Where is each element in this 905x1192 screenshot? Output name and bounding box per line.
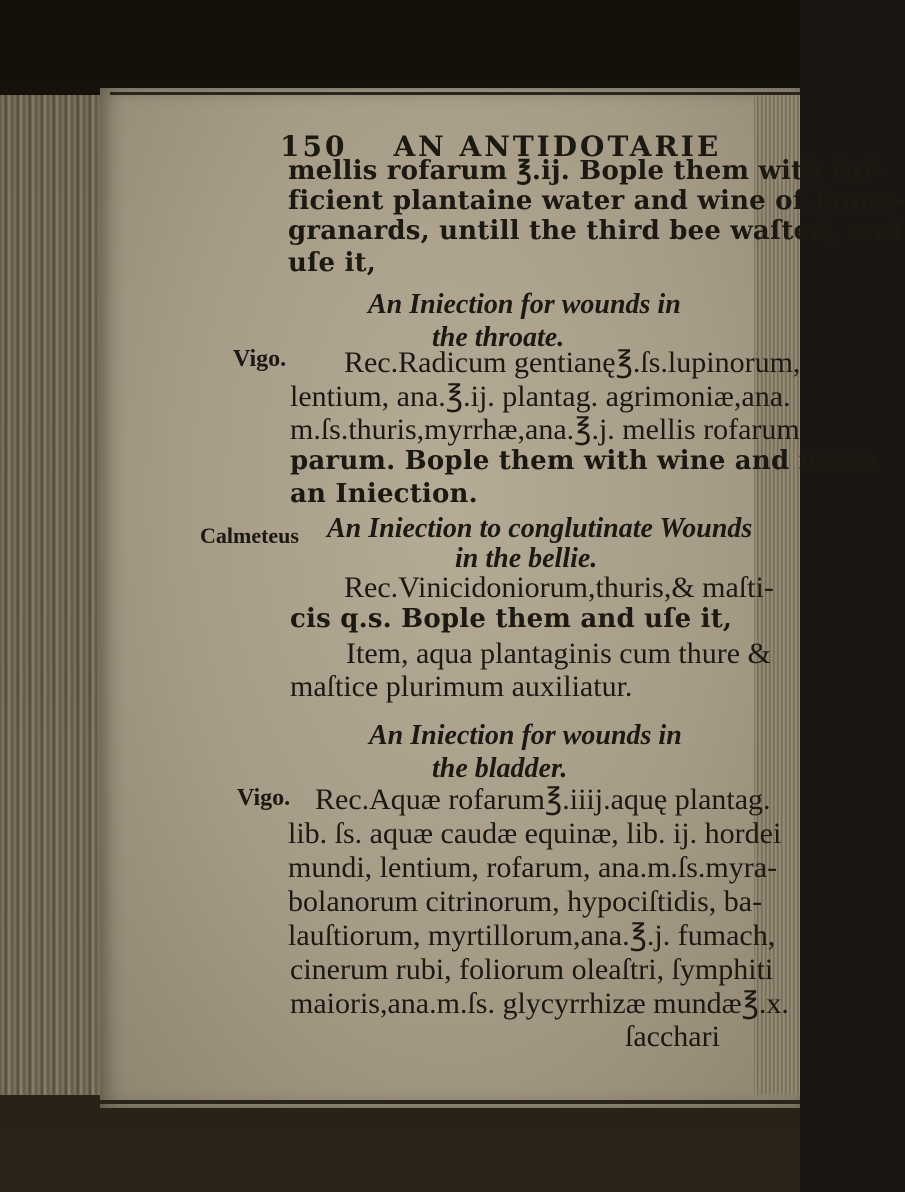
- text-line: bolanorum citrinorum, hypociſtidis, ba-: [288, 885, 763, 918]
- section-heading: in the bellie.: [455, 543, 598, 574]
- text-line: maſtice plurimum auxiliatur.: [290, 670, 633, 703]
- section-heading: the bladder.: [432, 753, 568, 784]
- text-line: lauſtiorum, myrtillorum,ana.℥.j. fumach,: [288, 919, 776, 952]
- text-line: mundi, lentium, rofarum, ana.m.ſs.myra-: [288, 851, 778, 884]
- running-title: AN ANTIDOTARIE: [393, 130, 722, 163]
- text-line: cinerum rubi, foliorum oleaſtri, ſymphiti: [290, 953, 774, 986]
- section-heading: An Iniection for wounds in: [369, 720, 682, 751]
- text-line: lentium, ana.℥.ij. plantag. agrimoniæ,ana.: [290, 380, 791, 413]
- text-line: uſe it,: [288, 248, 377, 278]
- text-line: mellis rofarum ℥.ij. Bople them with ſuf-: [288, 156, 884, 186]
- text-line: granards, untill the third bee waſted, and: [288, 216, 902, 246]
- text-line: Rec.Aquæ rofarum℥.iiij.aquę plantag.: [315, 783, 771, 816]
- text-line: m.ſs.thuris,myrrhæ,ana.℥.j. mellis rofarum: [290, 413, 800, 446]
- book-fore-edge: [0, 95, 110, 1095]
- catchword: ſacchari: [625, 1020, 720, 1053]
- text-line: ficient plantaine water and wine of Pome-: [288, 186, 905, 216]
- margin-note-calmeteus: Calmeteus: [200, 523, 299, 548]
- text-line: Rec.Vinicidoniorum,thuris,& maſti-: [344, 571, 774, 604]
- page-top-edge: [110, 92, 800, 95]
- page-number: 150: [280, 130, 348, 163]
- section-heading: An Iniection for wounds in: [368, 289, 681, 320]
- section-heading: An Iniection to conglutinate Wounds: [327, 513, 753, 544]
- section-heading: the throate.: [432, 322, 565, 353]
- margin-note-vigo: Vigo.: [233, 346, 287, 372]
- margin-note-vigo: Vigo.: [237, 785, 291, 811]
- page-bottom-edge: [100, 1100, 800, 1104]
- text-line: an Iniection.: [290, 479, 478, 509]
- text-line: Item, aqua plantaginis cum thure &: [346, 637, 771, 670]
- text-line: cis q.s. Bople them and uſe it,: [290, 604, 733, 634]
- text-line: Rec.Radicum gentianę℥.ſs.lupinorum,: [344, 346, 801, 379]
- text-line: maioris,ana.m.ſs. glycyrrhizæ mundæ℥.x.: [290, 987, 789, 1020]
- text-line: lib. ſs. aquæ caudæ equinæ, lib. ij. hordei: [288, 817, 782, 850]
- text-line: parum. Bople them with wine and make: [290, 446, 879, 476]
